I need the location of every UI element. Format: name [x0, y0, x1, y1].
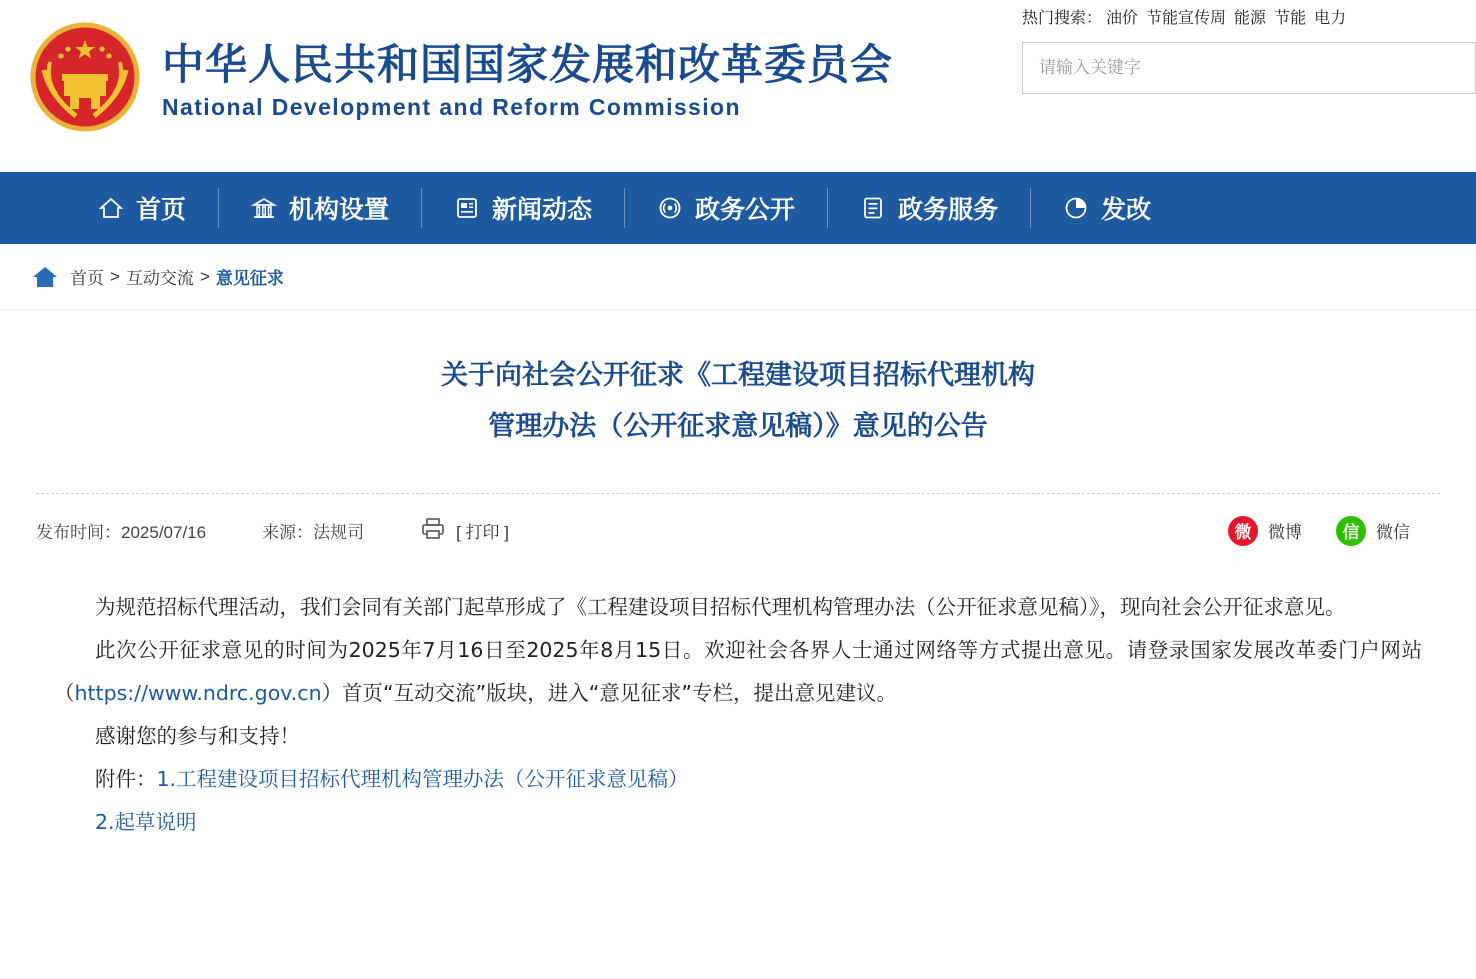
hot-search-label: 热门搜索：	[1022, 10, 1103, 27]
share-bar	[1228, 516, 1410, 546]
broadcast-icon	[657, 195, 683, 221]
nav-label-news: 新闻动态	[492, 196, 593, 224]
national-emblem-icon	[26, 18, 144, 136]
hot-search-item-2[interactable]: 节能宣传周	[1146, 10, 1227, 27]
page-title-line-2: 管理办法（公开征求意见稿）》意见的公告	[488, 411, 988, 443]
nav-item-home[interactable]	[0, 188, 219, 228]
home-icon	[98, 195, 124, 221]
search-input[interactable]	[1023, 43, 1475, 93]
article-body	[36, 568, 1440, 844]
article-source	[262, 518, 364, 543]
article	[0, 310, 1476, 844]
search-box[interactable]	[1022, 42, 1476, 94]
nav-item-news[interactable]	[422, 188, 625, 228]
hot-search-item-3[interactable]: 能源	[1234, 10, 1267, 27]
search-area	[1016, 6, 1476, 94]
ndrc-website-link[interactable]: https://www.ndrc.gov.cn	[74, 680, 322, 705]
news-icon	[454, 195, 480, 221]
print-button[interactable]	[420, 516, 509, 545]
article-meta	[36, 494, 1440, 568]
page-title-line-1: 关于向社会公开征求《工程建设项目招标代理机构	[441, 360, 1035, 391]
main-navigation	[0, 172, 1476, 244]
source-value: 法规司	[313, 523, 365, 543]
attachment-line-2	[54, 801, 1422, 844]
bank-icon	[251, 195, 277, 221]
share-weibo-label: 微博	[1268, 523, 1302, 543]
breadcrumb-level2-link[interactable]: 互动交流	[125, 269, 194, 288]
wechat-icon: 信	[1336, 516, 1366, 546]
share-wechat[interactable]	[1336, 516, 1410, 546]
publish-time-value: 2025/07/16	[121, 523, 207, 543]
print-label: [ 打印 ]	[456, 523, 509, 543]
attachment-link-1[interactable]: 1.工程建设项目招标代理机构管理办法（公开征求意见稿）	[156, 766, 689, 791]
breadcrumb	[0, 244, 1476, 310]
article-paragraph-3: 感谢您的参与和支持！	[95, 723, 300, 748]
hot-search-bar	[1016, 6, 1476, 32]
share-wechat-label: 微信	[1376, 523, 1410, 543]
nav-label-home: 首页	[136, 196, 187, 224]
breadcrumb-home-icon[interactable]	[32, 265, 58, 289]
site-header	[0, 0, 1476, 172]
hot-search-item-1[interactable]: 油价	[1106, 10, 1139, 27]
nav-item-government-disclosure[interactable]	[625, 188, 828, 228]
breadcrumb-home-link[interactable]: 首页	[70, 269, 104, 288]
breadcrumb-current: 意见征求	[215, 269, 284, 288]
share-weibo[interactable]	[1228, 516, 1302, 546]
site-title-cn: 中华人民共和国国家发展和改革委员会	[162, 40, 894, 90]
document-icon	[860, 195, 886, 221]
breadcrumb-separator-2: >	[199, 266, 210, 286]
publish-time	[36, 518, 206, 543]
publish-time-label: 发布时间：	[36, 523, 121, 543]
printer-icon	[420, 516, 446, 545]
nav-item-organization[interactable]	[219, 188, 422, 228]
nav-item-government-service[interactable]	[828, 188, 1031, 228]
nav-label-organization: 机构设置	[289, 196, 390, 224]
source-label: 来源：	[262, 523, 314, 543]
nav-label-government-service: 政务服务	[898, 196, 999, 224]
attachment-line-1	[54, 758, 1422, 801]
article-paragraph-1: 为规范招标代理活动，我们会同有关部门起草形成了《工程建设项目招标代理机构管理办法（公开征求意见稿）》，现向社会公开征求意见。	[95, 594, 1346, 619]
page-title	[36, 310, 1440, 483]
attachment-label: 附件：	[95, 766, 157, 791]
weibo-icon: 微	[1228, 516, 1258, 546]
pie-icon	[1063, 195, 1089, 221]
article-paragraph-2-part1: 此次公开征求意见的时间为2025年7月16日至2025年8月15日。欢迎社会各界人士通过网络等方式提出意见。请登录国家发展改革委门户网站（	[54, 637, 1422, 705]
article-paragraph-2-part2: ）首页“互动交流”版块，进入“意见征求”专栏，提出意见建议。	[321, 680, 898, 705]
hot-search-item-4[interactable]: 节能	[1274, 10, 1307, 27]
breadcrumb-separator-1: >	[110, 266, 120, 286]
attachment-link-2[interactable]: 2.起草说明	[95, 809, 197, 834]
nav-label-development-reform: 发改	[1101, 196, 1152, 224]
site-logo-block[interactable]	[0, 0, 893, 136]
hot-search-item-5[interactable]: 电力	[1314, 10, 1347, 27]
article-paragraph-2	[54, 629, 1422, 715]
nav-label-government-disclosure: 政务公开	[695, 196, 796, 224]
nav-item-development-reform[interactable]	[1031, 188, 1183, 228]
site-title-en: National Development and Reform Commission	[162, 93, 741, 120]
